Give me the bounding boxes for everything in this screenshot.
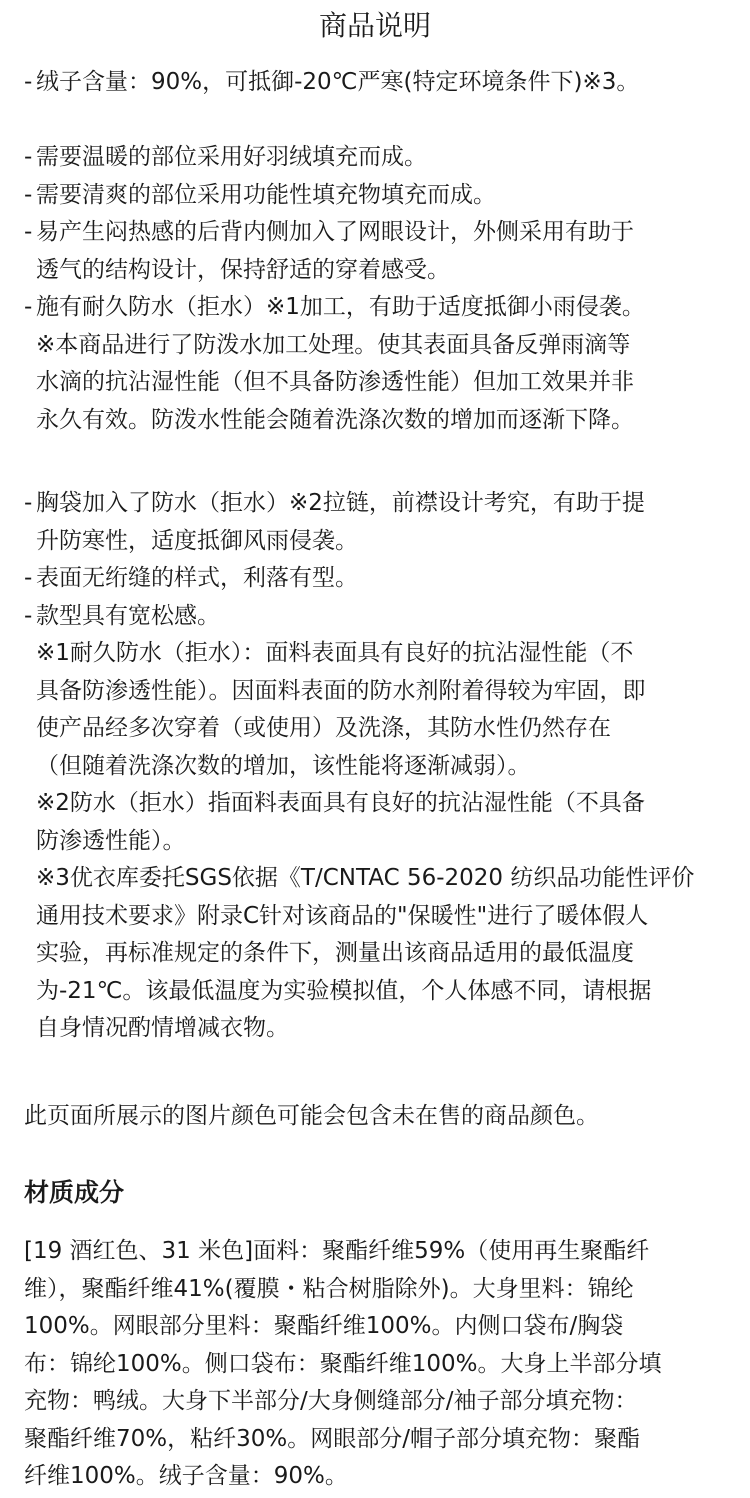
bullet-text: 表面无绗缝的样式，利落有型。 <box>36 565 358 591</box>
bullet-item: - 需要清爽的部位采用功能性填充物填充而成。 <box>24 181 496 208</box>
material-line: 100%。网眼部分里料：聚酯纤维100%。内侧口袋布/胸袋 <box>24 1313 624 1339</box>
material-composition <box>24 1233 734 1496</box>
bullet-text: 易产生闷热感的后背内侧加入了网眼设计，外侧采用有助于 <box>36 219 634 245</box>
footnote-line: ※1耐久防水（拒水）：面料表面具有良好的抗沾湿性能（不 <box>36 640 634 666</box>
bullet-text: 需要清爽的部位采用功能性填充物填充而成。 <box>36 181 496 208</box>
material-line: 充物：鸭绒。大身下半部分/大身侧缝部分/袖子部分填充物： <box>24 1388 638 1414</box>
intro-section <box>24 64 734 102</box>
bullet-continuation: 水滴的抗沾湿性能（但不具备防渗透性能）但加工效果并非 <box>36 369 634 395</box>
footnote-line: 为-21℃。该最低温度为实验模拟值，个人体感不同，请根据 <box>36 977 652 1004</box>
footnote-line: 自身情况酌情增减衣物。 <box>36 1015 289 1041</box>
bullet-continuation: 永久有效。防泼水性能会随着洗涤次数的增加而逐渐下降。 <box>36 406 634 433</box>
bullet-text: 施有耐久防水（拒水）※1加工，有助于适度抵御小雨侵袭。 <box>36 294 645 320</box>
disclaimer-text: 此页面所展示的图片颜色可能会包含未在售的商品颜色。 <box>24 1103 599 1129</box>
features-section <box>24 139 734 439</box>
bullet-text: 需要温暖的部位采用好羽绒填充而成。 <box>36 144 427 170</box>
footnote-line: （但随着洗涤次数的增加，该性能将逐渐减弱）。 <box>36 752 531 779</box>
footnote-line: ※2防水（拒水）指面料表面具有良好的抗沾湿性能（不具备 <box>36 790 645 816</box>
bullet-continuation: 透气的结构设计，保持舒适的穿着感受。 <box>36 256 450 283</box>
material-line: 聚酯纤维70%，粘纤30%。网眼部分/帽子部分填充物：聚酯 <box>24 1425 640 1452</box>
features-section-2 <box>24 485 734 1048</box>
material-line: 布：锦纶100%。侧口袋布：聚酯纤维100%。大身上半部分填 <box>24 1350 662 1377</box>
footnote-line: ※3优衣库委托SGS依据《T/CNTAC 56-2020 纺织品功能性评价 <box>36 865 695 891</box>
bullet-continuation: 升防寒性，适度抵御风雨侵袭。 <box>36 527 358 554</box>
bullet-text: 绒子含量：90%，可抵御-20℃严寒(特定环境条件下)※3。 <box>36 69 640 95</box>
page-title: 商品说明 <box>318 9 431 42</box>
bullet-text: 胸袋加入了防水（拒水）※2拉链，前襟设计考究，有助于提 <box>36 490 645 516</box>
bullet-item: - 绒子含量：90%，可抵御-20℃严寒(特定环境条件下)※3。 <box>24 69 640 95</box>
material-line: 维），聚酯纤维41%(覆膜・粘合树脂除外)。大身里料：锦纶 <box>24 1275 634 1302</box>
bullet-item: - 胸袋加入了防水（拒水）※2拉链，前襟设计考究，有助于提 <box>24 490 645 516</box>
bullet-item: - 易产生闷热感的后背内侧加入了网眼设计，外侧采用有助于 <box>24 219 634 245</box>
material-line: [19 酒红色、31 米色]面料：聚酯纤维59%（使用再生聚酯纤 <box>24 1238 650 1264</box>
bullet-item: - 需要温暖的部位采用好羽绒填充而成。 <box>24 144 427 170</box>
material-heading: 材质成分 <box>24 1178 125 1207</box>
color-disclaimer <box>24 1098 734 1136</box>
bullet-continuation: ※本商品进行了防泼水加工处理。使其表面具备反弹雨滴等 <box>36 331 631 358</box>
footnote-line: 防渗透性能）。 <box>36 827 186 854</box>
footnote-line: 实验，再标准规定的条件下，测量出该商品适用的最低温度 <box>36 940 634 966</box>
bullet-item: - 表面无绗缝的样式，利落有型。 <box>24 565 358 591</box>
footnote-line: 使产品经多次穿着（或使用）及洗涤，其防水性仍然存在 <box>36 715 611 741</box>
footnote-line: 通用技术要求》附录C针对该商品的"保暖性"进行了暖体假人 <box>36 902 649 929</box>
bullet-item: - 施有耐久防水（拒水）※1加工，有助于适度抵御小雨侵袭。 <box>24 294 645 320</box>
bullet-text: 款型具有宽松感。 <box>36 602 220 629</box>
material-line: 纤维100%。绒子含量：90%。 <box>24 1463 348 1489</box>
footnote-line: 具备防渗透性能）。因面料表面的防水剂附着得较为牢固，即 <box>36 677 646 704</box>
bullet-item: - 款型具有宽松感。 <box>24 602 220 629</box>
